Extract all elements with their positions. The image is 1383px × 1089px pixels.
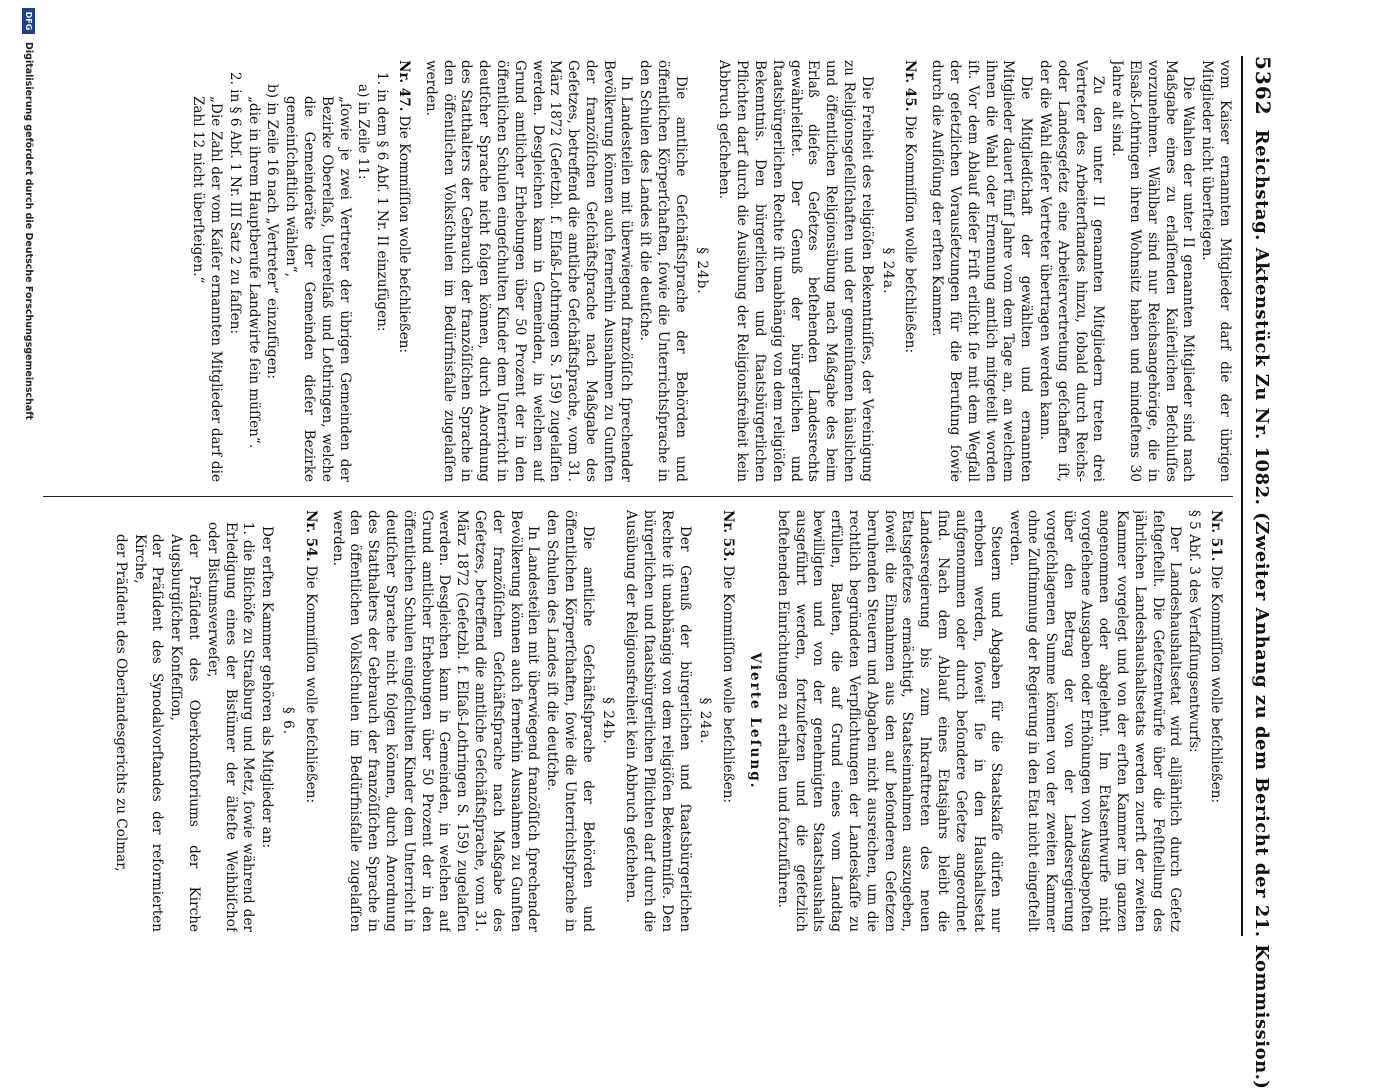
- paragraph: „Die Zahl der vom Kaiſer ernannten Mitglieder darf die Zahl 12 nicht überſteigen.“: [190, 96, 224, 482]
- paragraph: b) in Zeile 16 nach „Vertreter“ einzufügen:: [264, 84, 281, 380]
- page-header: [1245, 56, 1275, 1089]
- motion-text: Die Kommiſſion wolle beſchließen:: [395, 115, 412, 354]
- column-divider: [43, 496, 1233, 497]
- motion-heading: [394, 60, 412, 482]
- footer-credit-text: Digitalisierung gefördert durch die Deutsche Forschungsgemeinschaft: [23, 42, 35, 420]
- motion-heading: [1206, 510, 1224, 932]
- paragraph: Steuern und Abgaben für die Staatskaſſe dürfen nur erhoben werden, ſoweit ſie in den Haushaltsetat aufgenommen oder durch beſondere Geſetze angeordnet ſind. Nach dem Ablauf eines Etatsjahrs bleibt die Landesregierung bis zum Inkrafttreten des neuen Etatsgeſetzes ermächtigt, Staatseinnahmen auszugeben, ſoweit die Einnahmen aus den auf beſonderen Geſetzen beruhenden Steuern und Abgaben nicht ausreichen, um die rechtlich begründeten Verpflichtungen der Landeskaſſe zu erfüllen, Bauten, die auf Grund eines vom Landtag bewilligten und von der genehmigten Staatshaushalts ausgeführt werden, fortzuſetzen und die geſetzlich beſtehenden Einrichtungen zu erhalten und fortzuführen.: [774, 510, 1005, 932]
- motion-number: Nr. 53.: [720, 510, 737, 562]
- dfg-logo: DFG: [23, 8, 36, 34]
- paragraph: Die Freiheit des religiöſen Bekenntniſſes, der Vereinigung zu Religionsgeſellſchaften und der gemeinſamen häuslichen und öffentlichen Religionsübung nach Maßgabe des beim Erlaß dieſes Geſetzes beſtehenden Landesrechts gewährleiſtet. Der Genuß der bürgerlichen und ſtaatsbürgerlichen Rechte iſt unabhängig von dem religiöſen Bekenntnis. Den bürgerlichen und ſtaatsbürgerlichen Pflichten darf durch die Ausübung der Religionsfreiheit kein Abbruch geſchehen.: [716, 60, 875, 482]
- paragraph: a) in Zeile 11:: [355, 84, 372, 180]
- paragraph: 2. in § 6 Abſ. 1 Nr. III Satz 2 zu faſſen:: [226, 72, 243, 335]
- motion-heading: [301, 510, 319, 932]
- motion-text: Die Kommiſſion wolle beſchließen:: [1208, 565, 1224, 804]
- paragraph: Die Wahlen der unter II genannten Mitglieder sind nach Maßgabe eines zu erlaſſenden Kaiſerlichen Beſchluſſes vorzunehmen. Wählbar sind nur Reichsangehörige, die in Elsaß-Lothringen ihren Wohnsitz haben und mindeſtens 30 Jahre alt sind.: [1109, 60, 1197, 482]
- page-number: 5362: [1251, 56, 1275, 116]
- section-heading: § 24a.: [697, 697, 714, 745]
- motion-number: Nr. 54.: [302, 510, 319, 562]
- motion-number: Nr. 45.: [902, 60, 919, 112]
- header-rule: [1241, 56, 1243, 936]
- right-column: [73, 510, 1233, 932]
- motion-heading: [901, 60, 919, 482]
- paragraph: Die Mitgliedſchaft der gewählten und ernannten Mitglieder dauert fünf Jahre vom dem Tage an, an welchem ihnen die Wahl oder Ernennung amtlich mitgeteilt worden iſt. Vor dem Ablauf dieſer Friſt erliſcht ſie mit dem Wegfall der geſetzlichen Vorausſetzungen für die Berufung ſowie durch die Auflöſung der erſten Kammer.: [929, 60, 1035, 482]
- paragraph: § 5 Abſ. 3 des Verfaſſungsentwurfs:: [1186, 510, 1203, 753]
- paragraph: 1. die Biſchöfe zu Straßburg und Metz, ſowie während der Erledigung eines der Bistümer der älteſte Weihbiſchof oder Bistumsverweſer,: [204, 522, 257, 932]
- paragraph: der Präſident des Synodalvorſtandes der reformierten Kirche,: [131, 534, 166, 932]
- motion-number: Nr. 47.: [395, 60, 412, 112]
- motion-text: Die Kommiſſion wolle beſchließen:: [302, 565, 319, 804]
- paragraph: „die in ihrem Hauptberufe Landwirte ſein müſſen“.: [245, 96, 262, 449]
- running-head: Reichstag. Aktenstück Zu Nr. 1082. (Zweiter Anhang zu dem Bericht der 21. Kommission.): [1251, 129, 1272, 1089]
- reading-heading: Vierte Leſung.: [747, 652, 764, 790]
- section-heading: § 24b.: [693, 247, 710, 295]
- motion-heading: [718, 510, 736, 932]
- motion-text: Die Kommiſſion wolle beſchließen:: [720, 565, 737, 804]
- paragraph: Die amtliche Geſchäftsſprache der Behörden und öffentlichen Körperſchaften, ſowie die Unterrichtsſprache in den Schulen des Landes iſt die deutſche.: [637, 60, 689, 482]
- section-heading: § 24b.: [600, 697, 617, 745]
- paragraph: der Präſident des Oberkonſiſtoriums der Kirche Augsburgiſcher Konfeſſion,: [168, 534, 202, 932]
- left-column: [73, 60, 1233, 482]
- paragraph: der Präſident des Oberlandesgerichts zu Colmar,: [112, 534, 129, 872]
- digitization-credit: [15, 8, 43, 988]
- paragraph: In Landesteilen mit überwiegend franzöſiſch ſprechender Bevölkerung können auch fernerhin Ausnahmen zu Gunſten der franzöſiſchen Geſchäftsſprache nach Maßgabe des Geſetzes, betreffend die amtliche Geſchäftsſprache, vom 31. März 1872 (Geſetzbl. f. Elſaß-Lothringen S. 159) zugelaſſen werden. Desgleichen kann in Gemeinden, in welchen auf Grund amtlicher Erhebungen über 50 Prozent der in den öffentlichen Schulen eingeſchulten Kinder dem Unterricht in deutſcher Sprache nicht folgen können, durch Anordnung des Statthalters der Gebrauch der franzöſiſchen Sprache in den öffentlichen Volksſchulen im Bedürfnisfalle zugelaſſen werden.: [422, 60, 635, 482]
- paragraph: Zu den unter II genannten Mitgliedern treten drei Vertreter des Arbeiterſtandes hinzu, ſobald durch Reichs- oder Landesgeſetz eine Arbeitervertretung geſchaffen iſt, der die Wahl dieſer Vertreter übertragen werden kann.: [1037, 60, 1107, 482]
- paragraph: In Landesteilen mit überwiegend franzöſiſch ſprechender Bevölkerung können auch fernerhin Ausnahmen zu Gunſten der franzöſiſchen Geſchäftsſprache nach Maßgabe des Geſetzes, betreffend die amtliche Geſchäftsſprache, vom 31. März 1872 (Geſetzbl. f. Elſaß-Lothringen S. 159) zugelaſſen werden. Desgleichen kann in Gemeinden, in welchen auf Grund amtlicher Erhebungen über 50 Prozent der in den öffentlichen Schulen eingeſchulten Kinder dem Unterricht in deutſcher Sprache nicht folgen können, durch Anordnung des Statthalters der Gebrauch der franzöſiſchen Sprache in den öffentlichen Volksſchulen im Bedürfnisfalle zugelaſſen werden.: [329, 510, 542, 932]
- paragraph: 1. in dem § 6 Abſ. 1 Nr. II einzufügen:: [374, 72, 391, 332]
- paragraph: Die amtliche Geſchäftsſprache der Behörden und öffentlichen Körperſchaften, ſowie die Unterrichtsſprache in den Schulen des Landes iſt die deutſche.: [544, 510, 596, 932]
- motion-number: Nr. 51.: [1208, 510, 1224, 562]
- motion-text: Die Kommiſſion wolle beſchließen:: [902, 115, 919, 354]
- paragraph: „ſowie je zwei Vertreter der übrigen Gemeinden der Bezirke Oberelſaß, Unterelſaß und Lothringen, welche die Gemeinderäte der Gemeinden dieſer Bezirke gemeinſchaftlich wählen“,: [283, 96, 353, 482]
- section-heading: § 24a.: [879, 247, 896, 295]
- section-heading: § 6.: [279, 706, 296, 736]
- paragraph: vom Kaiser ernannten Mitglieder darf die der übrigen Mitglieder nicht überſteigen.: [1199, 60, 1233, 482]
- paragraph: Der erſten Kammer gehören als Mitglieder an:: [259, 526, 276, 849]
- paragraph: Der Genuß der bürgerlichen und ſtaatsbürgerlichen Rechte iſt unabhängig von dem religiöſen Bekenntniſſe. Den bürgerlichen und ſtaatsbürgerlichen Pflichten darf durch die Ausübung der Religionsfreiheit kein Abbruch geſchehen.: [623, 510, 693, 932]
- paragraph: Der Landeshaushaltsetat wird alljährlich durch Geſetz feſtgeſtellt. Die Geſetzentwürfe über die Feſtſtellung des jährlichen Landeshaushaltsetats werden zuerſt der zweiten Kammer vorgelegt und von der erſten Kammer im ganzen angenommen oder abgelehnt. Im Etatsentwurfe nicht vorgeſehene Ausgaben oder Erhöhungen von Ausgabepoſten über den Betrag der von der Landesregierung vorgeſchlagenen Summe können von der zweiten Kammer ohne Zuſtimmung der Regierung in den Etat nicht eingeſtellt werden.: [1007, 510, 1184, 932]
